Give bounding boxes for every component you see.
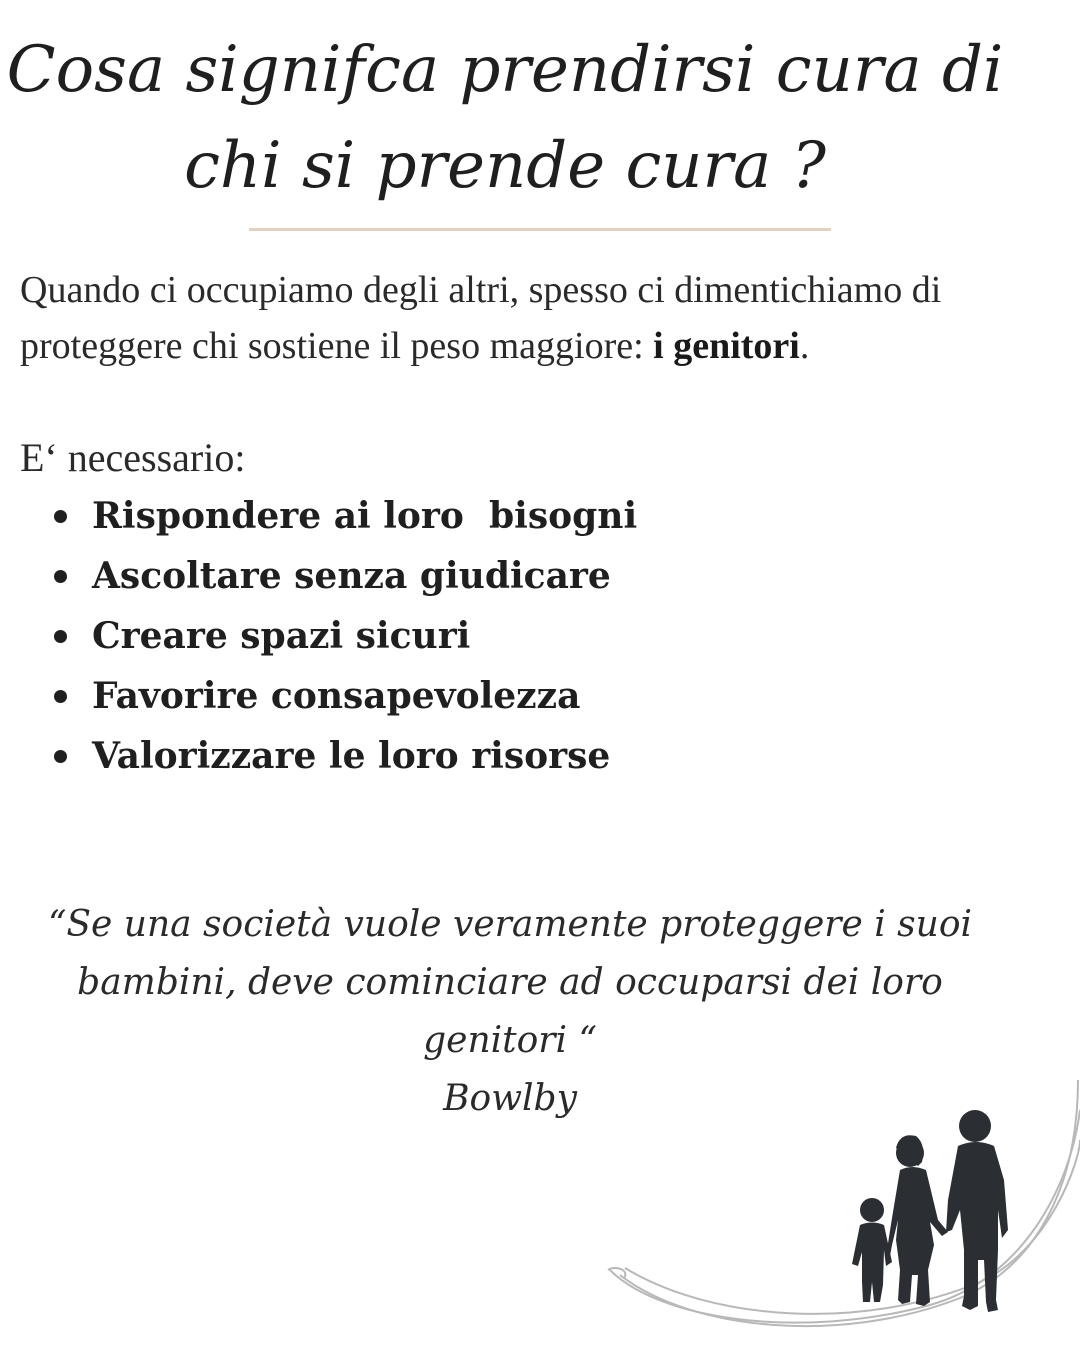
bullet-icon: [54, 750, 67, 763]
intro-paragraph: [20, 262, 1070, 374]
family-figures: [852, 1110, 1008, 1312]
title-line-2: chi si prende cura ?: [184, 129, 826, 203]
quote-block: [40, 896, 980, 1070]
bullet-icon: [54, 690, 67, 703]
title-divider: [249, 228, 831, 231]
intro-emphasis: i genitori: [653, 325, 800, 367]
intro-text: Quando ci occupiamo degli altri, spesso ci dimentichiamo di proteggere chi sostiene il peso maggiore:: [20, 269, 942, 367]
list-item: Ascoltare senza giudicare: [52, 546, 637, 606]
list-item: Valorizzare le loro risorse: [52, 726, 637, 786]
quote-author: Bowlby: [443, 1078, 577, 1119]
family-silhouette-icon: [600, 1070, 1080, 1350]
list-item: Creare spazi sicuri: [52, 606, 637, 666]
title-line-1: Cosa signifca prendirsi cura di: [6, 33, 1004, 107]
list-item: Rispondere ai loro bisogni: [52, 486, 637, 546]
swirl-lines: [608, 1080, 1080, 1326]
page-title: [0, 22, 1010, 214]
list-item: Favorire consapevolezza: [52, 666, 637, 726]
quote-text: “Se una società vuole veramente proteggere i suoi bambini, deve cominciare ad occuparsi dei loro genitori “: [47, 904, 973, 1061]
intro-end: .: [799, 325, 810, 367]
list-lead: E‘ necessario:: [20, 435, 246, 480]
bullet-icon: [54, 510, 67, 523]
needs-list: [52, 486, 637, 786]
bullet-icon: [54, 570, 67, 583]
bullet-icon: [54, 630, 67, 643]
